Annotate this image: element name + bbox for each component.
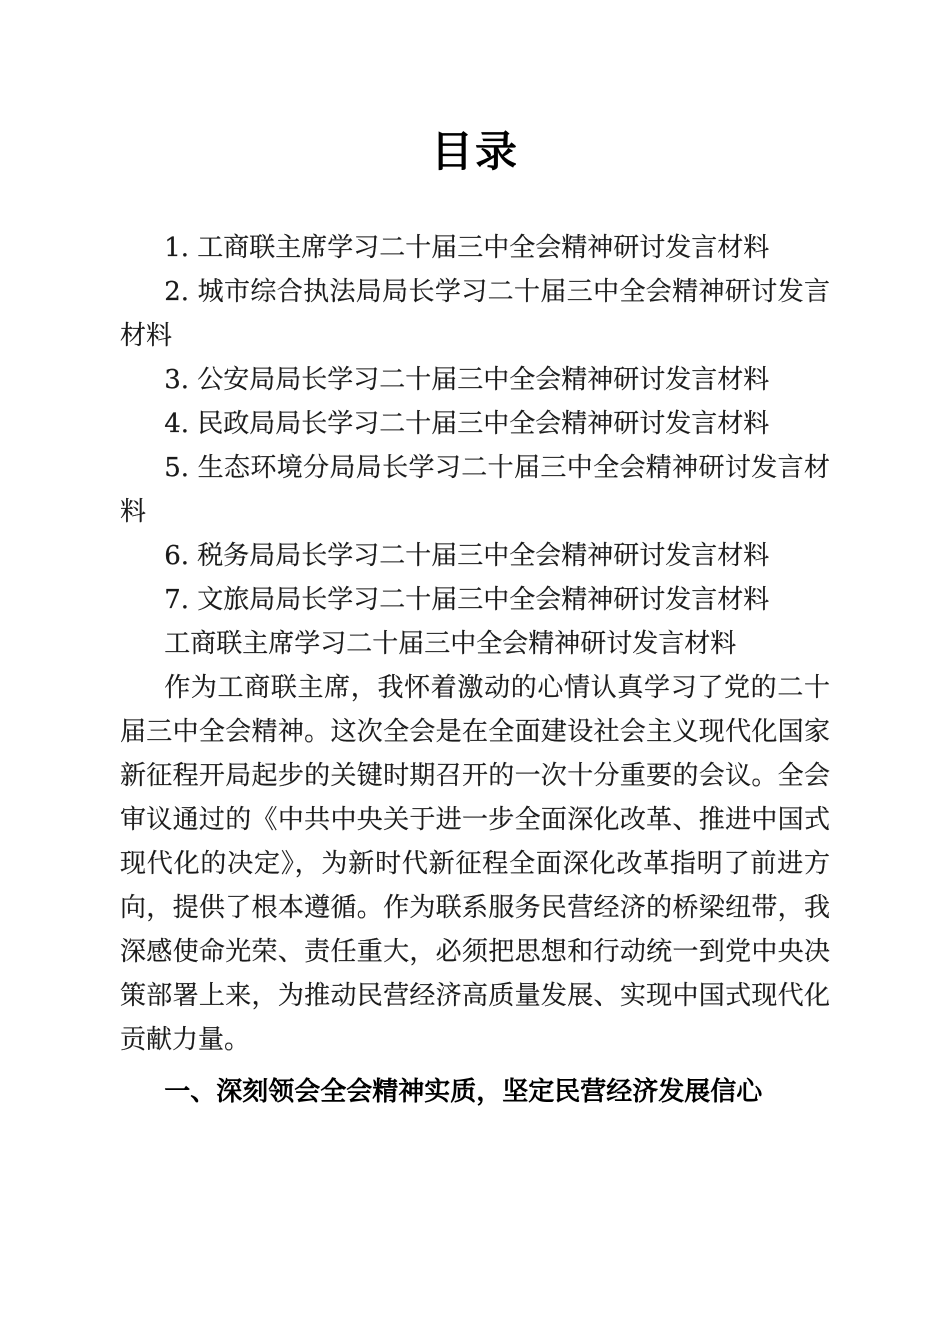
- toc-item-4: 4. 民政局局长学习二十届三中全会精神研讨发言材料: [164, 409, 770, 439]
- toc-item-5: 5. 生态环境分局局长学习二十届三中全会精神研讨发言材料: [120, 453, 830, 527]
- toc-item-2: 2. 城市综合执法局局长学习二十届三中全会精神研讨发言材料: [120, 277, 830, 351]
- section-title: 工商联主席学习二十届三中全会精神研讨发言材料: [164, 629, 737, 659]
- toc-item-3: 3. 公安局局长学习二十届三中全会精神研讨发言材料: [164, 365, 770, 395]
- body-paragraph: 作为工商联主席，我怀着激动的心情认真学习了党的二十届三中全会精神。这次全会是在全面建设社会主义现代化国家新征程开局起步的关键时期召开的一次十分重要的会议。全会审议通过的《中共中央关于进一步全面深化改革、推进中国式现代化的决定》，为新时代新征程全面深化改革指明了前进方向，提供了根本遵循。作为联系服务民营经济的桥梁纽带，我深感使命光荣、责任重大，必须把思想和行动统一到党中央决策部署上来，为推动民营经济高质量发展、实现中国式现代化贡献力量。: [120, 673, 830, 1055]
- section-heading-1: 一、深刻领会全会精神实质，坚定民营经济发展信心: [164, 1077, 763, 1107]
- toc-item-1: 1. 工商联主席学习二十届三中全会精神研讨发言材料: [164, 233, 770, 263]
- toc-item-7: 7. 文旅局局长学习二十届三中全会精神研讨发言材料: [164, 585, 770, 615]
- toc-item-6: 6. 税务局局长学习二十届三中全会精神研讨发言材料: [164, 541, 770, 571]
- page-title: 目录: [430, 127, 519, 176]
